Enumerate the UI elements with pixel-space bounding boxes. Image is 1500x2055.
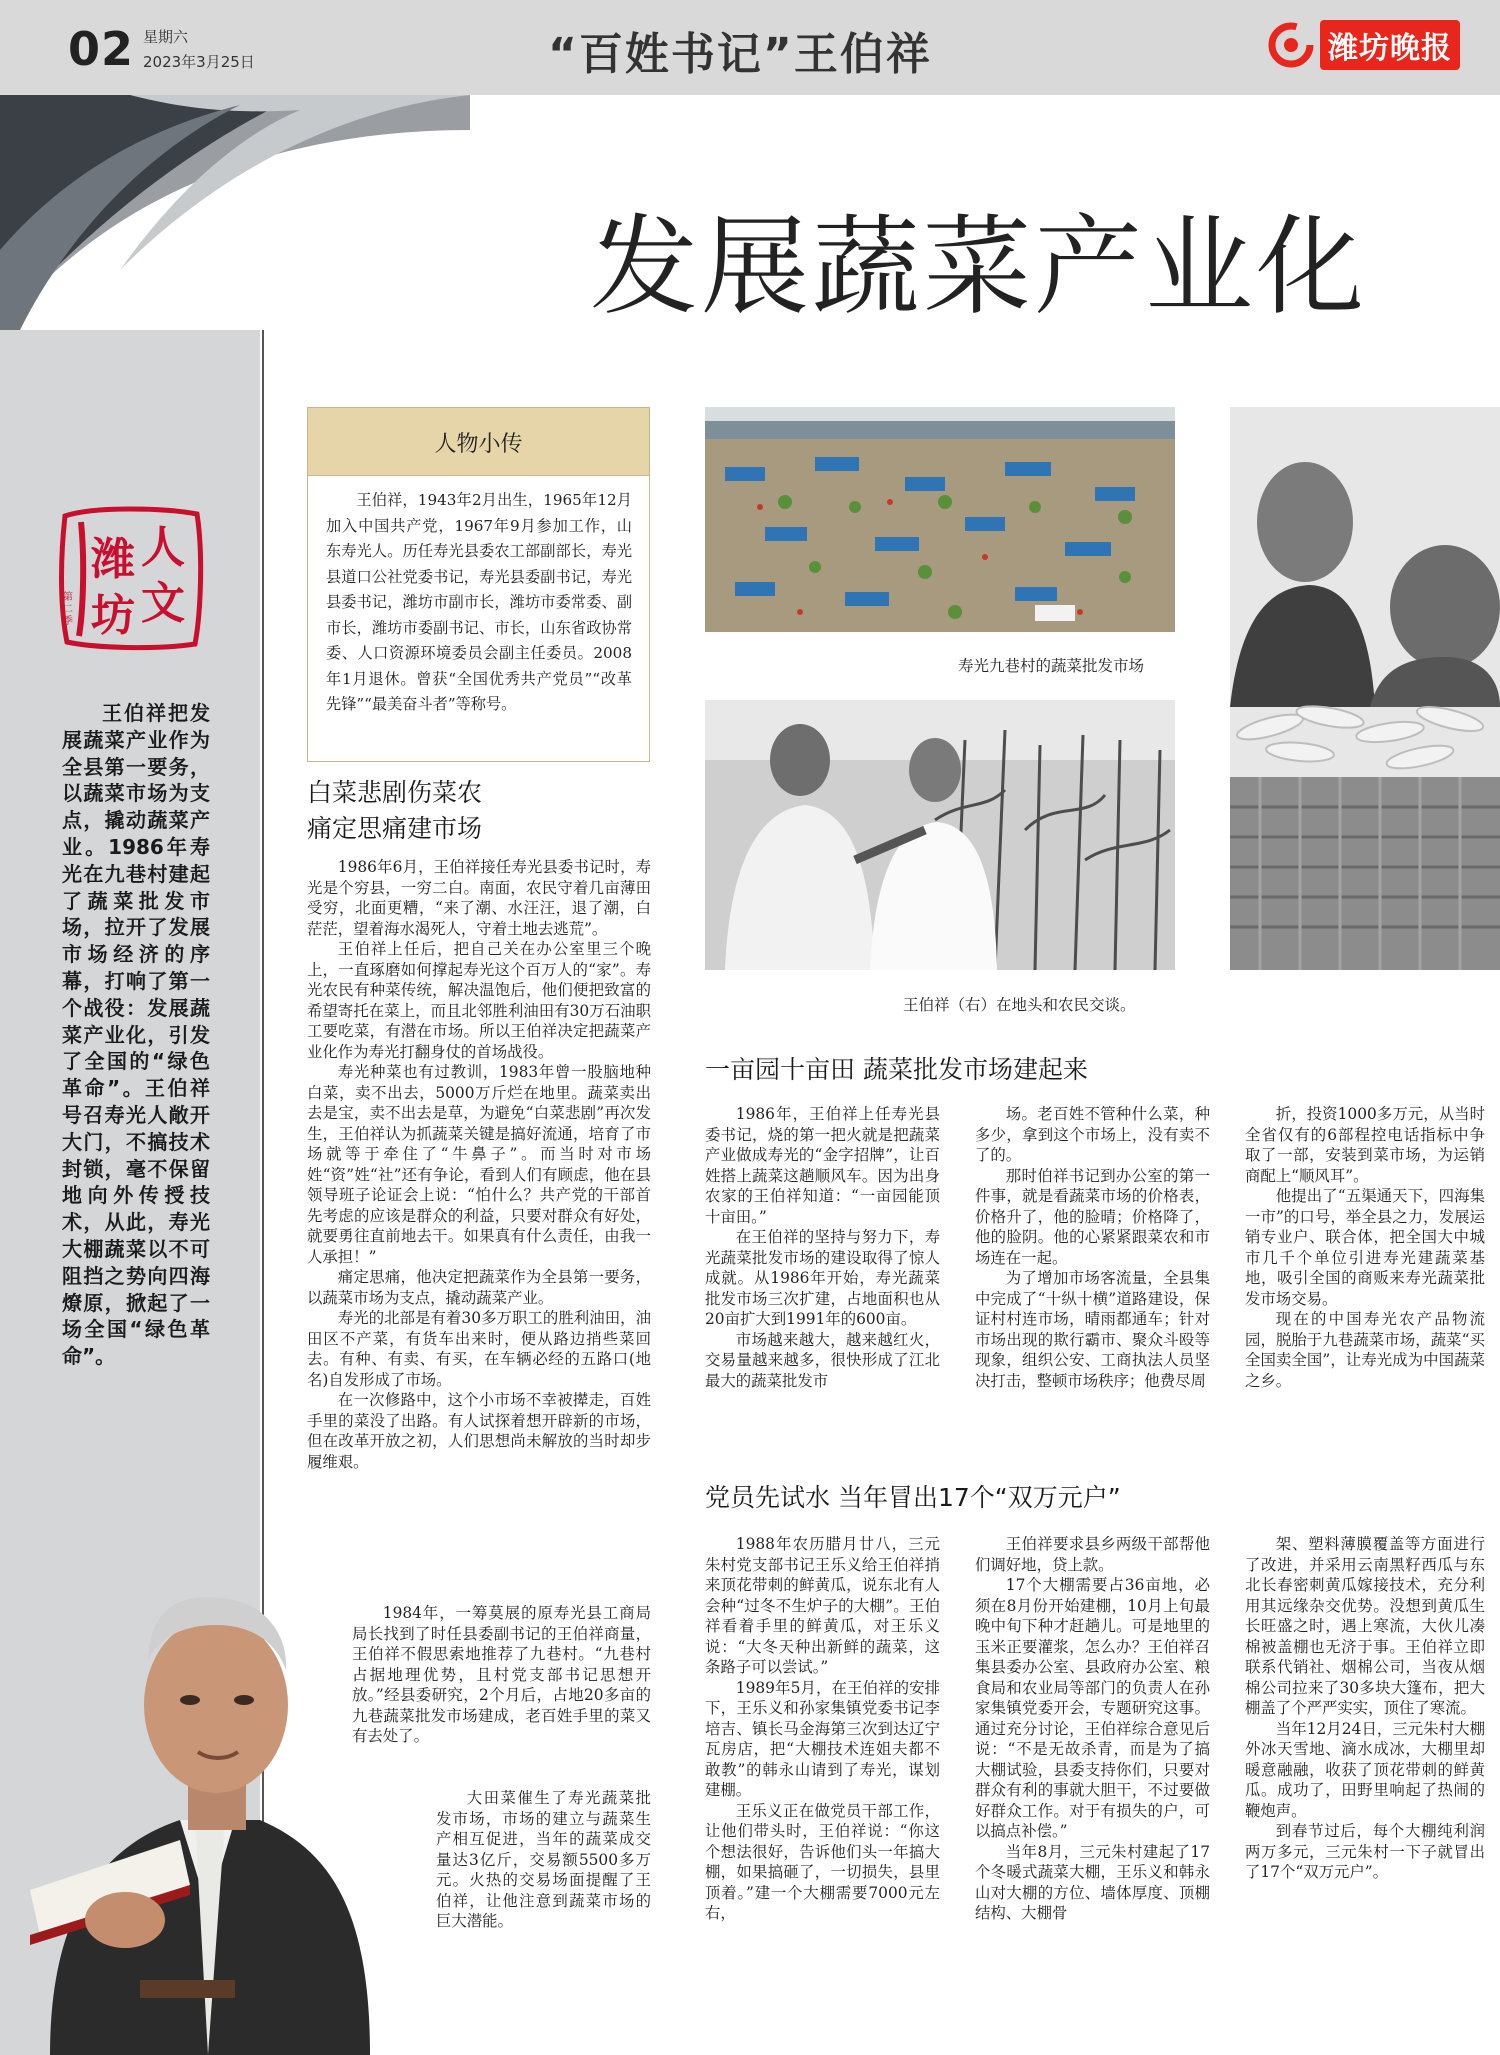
section1-column-wrap-lower (436, 1788, 651, 1932)
section1-heading-line2: 痛定思痛建市场 (307, 814, 483, 843)
logo-mark-icon (1266, 20, 1316, 70)
market-photo-caption: 寿光九巷村的蔬菜批发市场 (958, 657, 1145, 675)
section2-column-3 (1245, 1104, 1485, 1391)
logo-text: 潍坊晚报 (1320, 20, 1460, 70)
svg-text:文: 文 (141, 578, 185, 629)
svg-text:坊: 坊 (91, 590, 135, 641)
page-title: “百姓书记”王伯祥 (548, 29, 932, 80)
section2-heading: 一亩园十亩田 蔬菜批发市场建起来 (705, 1055, 1088, 1084)
section3-column-2 (975, 1534, 1210, 1924)
biography-title: 人物小传 (434, 432, 523, 457)
paragraph: 在王伯祥的坚持与努力下，寿光蔬菜批发市场的建设取得了惊人成就。从1986年开始，寿光蔬菜批发市场三次扩建，占地面积也从20亩扩大到1991年的600亩。 (705, 1228, 940, 1328)
svg-text:人: 人 (141, 522, 185, 573)
paragraph: 1988年农历腊月廿八，三元朱村党支部书记王乐义给王伯祥捎来顶花带刺的鲜黄瓜，说东北有人会种“过冬不生炉子的大棚”。王伯祥看着手里的鲜黄瓜，对王乐义说：“大冬天种出新鲜的蔬菜，这条路子可以尝试。” (705, 1535, 940, 1676)
weekday: 星期六 (143, 28, 189, 46)
paragraph: 1989年5月，在王伯祥的安排下，王乐义和孙家集镇党委书记李培吉、镇长马金海第三次到达辽宁瓦房店，把“大棚技术连姐夫都不敢教”的韩永山请到了寿光，谋划建棚。 (705, 1678, 940, 1799)
portrait-photo (30, 1490, 370, 2055)
paragraph: 场。老百姓不管种什么菜，种多少，拿到这个市场上，没有卖不了的。 (975, 1105, 1210, 1164)
section3-column-1 (705, 1534, 940, 1924)
main-headline: 发展蔬菜产业化 (590, 205, 1368, 330)
section3-heading: 党员先试水 当年冒出17个“双万元户” (705, 1483, 1121, 1512)
section1-heading-line1: 白菜悲剧伤菜农 (307, 778, 483, 807)
paragraph: 为了增加市场客流量，全县集中完成了“十纵十横”道路建设，保证村村连市场，晴雨都通车；针对市场出现的欺行霸市、聚众斗殴等现象，组织公安、工商执法人员坚决打击，整顿市场秩序；他费尽周 (975, 1269, 1210, 1390)
paragraph: 1986年，王伯祥上任寿光县委书记，烧的第一把火就是把蔬菜产业做成寿光的“金字招牌”，让百姓搭上蔬菜这趟顺风车。因为出身农家的王伯祥知道：“一亩园能顶十亩田。” (705, 1105, 940, 1226)
paragraph: 大田菜催生了寿光蔬菜批发市场，市场的建立与蔬菜生产相互促进，当年的蔬菜成交量达3亿斤，交易额5500多万元。火热的交易场面提醒了王伯祥，让他注意到蔬菜市场的巨大潜能。 (436, 1789, 651, 1930)
section3-column-3 (1245, 1534, 1485, 1883)
basket-photo (1230, 407, 1500, 970)
section1-column (307, 857, 651, 1472)
paragraph: 王乐义正在做党员干部工作，让他们带头时，王伯祥说：“你这个想法很好，告诉他们头一年搞大棚，如果搞砸了，一切损失，县里顶着。”建一个大棚需要7000元左右， (705, 1801, 940, 1922)
issue-date: 2023年3月25日 (143, 53, 255, 71)
paragraph: 17个大棚需要占36亩地，必须在8月份开始建棚，10月上旬最晚中旬下种才赶趟儿。可是地里的玉米正要灌浆，怎么办？王伯祥召集县委办公室、县政府办公室、粮食局和农业局等部门的负责人在孙家集镇党委开会，专题研究这事。通过充分讨论，王伯祥综合意见后说：“不是无故杀青，而是为了搞大棚试验，县委支持你们，只要对群众有利的事就大胆干，不过要做好群众工作。对于有损失的户，可以搞点补偿。” (975, 1576, 1210, 1840)
svg-text:潍: 潍 (91, 534, 135, 585)
paragraph: 1986年6月，王伯祥接任寿光县委书记时，寿光是个穷县，一穷二白。南面，农民守着几亩薄田受穷，北面更糟，“来了潮、水汪汪，退了潮，白茫茫，望着海水渴死人，守着土地去逃荒”。 (307, 858, 651, 938)
paragraph: 寿光种菜也有过教训，1983年曾一股脑地种白菜，卖不出去，5000万斤烂在地里。蔬菜卖出去是宝，卖不出去是草，为避免“白菜悲剧”再次发生，王伯祥认为抓蔬菜关键是搞好流通，培育了市场就等于牵住了“牛鼻子”。而当时对市场姓“资”姓“社”还有争论，看到人们有顾虑，他在县领导班子论证会上说：“怕什么？共产党的干部首先考虑的应该是群众的利益，只要对群众有好处，就要勇往直前地去干。如果真有什么责任，由我一人承担！” (307, 1063, 651, 1266)
biography-text: 王伯祥，1943年2月出生，1965年12月加入中国共产党，1967年9月参加工作，山东寿光人。历任寿光县委农工部副部长，寿光县道口公社党委书记，寿光县委副书记，寿光县委书记，潍坊市副市长，潍坊市委常委、副市长，潍坊市委副书记、市长，山东省政协常委、人口资源环境委员会副主任委员。2008年1月退休。曾获“全国优秀共产党员”“改革先锋”“最美奋斗者”等称号。 (326, 491, 632, 713)
paragraph: 折，投资1000多万元，从当时全省仅有的6部程控电话指标中争取了一部，安装到菜市场，为运销商配上“顺风耳”。 (1245, 1105, 1485, 1185)
paragraph: 痛定思痛，他决定把蔬菜作为全县第一要务，以蔬菜市场为支点，撬动蔬菜产业。 (307, 1268, 651, 1307)
paragraph: 当年12月24日，三元朱村大棚外冰天雪地、滴水成冰，大棚里却暖意融融，收获了顶花带刺的鲜黄瓜。成功了，田野里响起了热闹的鞭炮声。 (1245, 1719, 1485, 1820)
paragraph: 架、塑料薄膜覆盖等方面进行了改进，并采用云南黑籽西瓜与东北长春密刺黄瓜嫁接技术，充分利用其远缘杂交优势。没想到黄瓜生长旺盛之时，遇上寒流，大伙儿凑棉被盖棚也无济于事。王伯祥立即联系代销社、烟棉公司，当夜从烟棉公司拉来了30多块大篷布，把大棚盖了个严严实实，顶住了寒流。 (1245, 1535, 1485, 1717)
paragraph: 寿光的北部是有着30多万职工的胜利油田，油田区不产菜，有货车出来时，便从路边捎些菜回去。有种、有卖、有买，在车辆必经的五路口(地名)自发形成了市场。 (307, 1309, 651, 1389)
section2-column-1 (705, 1104, 940, 1391)
paragraph: 1984年，一筹莫展的原寿光县工商局局长找到了时任县委副书记的王伯祥商量，王伯祥不假思索地推荐了九巷村。“九巷村占据地理优势，且村党支部书记思想开放。”经县委研究，2个月后，占地20多亩的九巷蔬菜批发市场建成，老百姓手里的菜又有去处了。 (352, 1604, 651, 1745)
section2-column-2 (975, 1104, 1210, 1391)
svg-text:季: 季 (63, 616, 73, 627)
sidebar-intro-text: 王伯祥把发展蔬菜产业作为全县第一要务，以蔬菜市场为支点，撬动蔬菜产业。1986年寿光在九巷村建起了蔬菜批发市场，拉开了发展市场经济的序幕，打响了第一个战役：发展蔬菜产业化，引发了全国的“绿色革命”。王伯祥号召寿光人敞开大门，不搞技术封锁，毫不保留地向外传授技术，从此，寿光大棚蔬菜以不可阻挡之势向四海燎原，掀起了一场全国“绿色革命”。 (62, 701, 210, 1369)
section1-column-wrap-upper (352, 1603, 651, 1747)
paragraph: 王伯祥要求县乡两级干部帮他们调好地，贷上款。 (975, 1535, 1210, 1574)
paragraph: 王伯祥上任后，把自己关在办公室里三个晚上，一直琢磨如何撑起寿光这个百万人的“家”。寿光农民有种菜传统，解决温饱后，他们便把致富的希望寄托在菜上，而且北邻胜利油田有30万石油职工要吃菜，有潜在市场。所以王伯祥决定把蔬菜产业化作为寿光打翻身仗的首场战役。 (307, 940, 651, 1061)
paragraph: 他提出了“五渠通天下，四海集一市”的口号，举全县之力，发展运销专业户、联合体，把全国大中城市几千个单位引进寿光建蔬菜基地，吸引全国的商贩来寿光蔬菜批发市场交易。 (1245, 1187, 1485, 1308)
biography-box (307, 407, 650, 762)
paragraph: 现在的中国寿光农产品物流园，脱胎于九巷蔬菜市场，蔬菜“买全国卖全国”，让寿光成为中国蔬菜之乡。 (1245, 1310, 1485, 1390)
svg-text:二: 二 (63, 604, 73, 615)
field-photo-caption: 王伯祥（右）在地头和农民交谈。 (903, 996, 1136, 1014)
paragraph: 到春节过后，每个大棚纯利润两万多元，三元朱村一下子就冒出了17个“双万元户”。 (1245, 1822, 1485, 1881)
page-number: 02 (68, 22, 135, 76)
svg-text:第: 第 (63, 592, 73, 603)
paragraph: 市场越来越大，越来越红火，交易量越来越多，很快形成了江北最大的蔬菜批发市 (705, 1330, 940, 1390)
paragraph: 那时伯祥书记到办公室的第一件事，就是看蔬菜市场的价格表，价格升了，他的脸晴；价格降了，他的脸阴。他的心紧紧跟菜农和市场连在一起。 (975, 1166, 1210, 1267)
section1-heading (307, 775, 482, 847)
paragraph: 当年8月，三元朱村建起了17个冬暖式蔬菜大棚，王乐义和韩永山对大棚的方位、墙体厚度、顶棚结构、大棚骨 (975, 1842, 1210, 1922)
market-photo (705, 407, 1175, 632)
paragraph: 在一次修路中，这个小市场不幸被撵走，百姓手里的菜没了出路。有人试探着想开辟新的市场，但在改革开放之初，人们思想尚未解放的当时却步履维艰。 (307, 1391, 651, 1471)
field-photo (705, 700, 1175, 970)
newspaper-logo (1266, 20, 1460, 70)
column-seal-stamp (55, 502, 207, 654)
